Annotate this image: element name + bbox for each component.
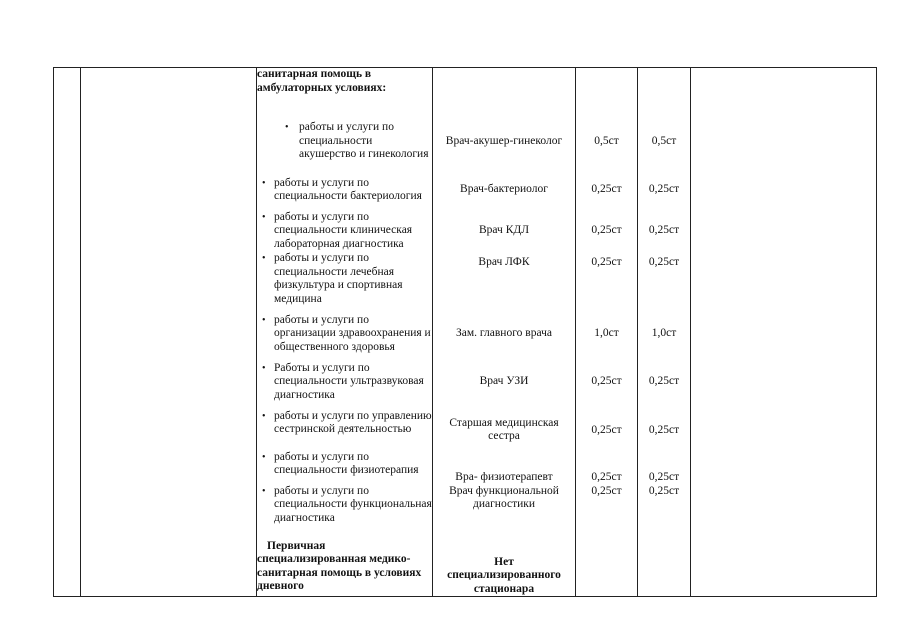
rate-cell: 0,25ст xyxy=(638,444,691,485)
position-cell: Врач-бактериолог xyxy=(433,170,576,211)
table-row xyxy=(54,444,877,485)
rate-cell: 0,25ст xyxy=(576,170,638,211)
service-cell xyxy=(257,403,433,444)
rate-cell: 0,25ст xyxy=(638,362,691,403)
rate-cell: 0,5ст xyxy=(638,114,691,170)
service-cell xyxy=(257,307,433,362)
rate-cell: 0,25ст xyxy=(638,252,691,307)
table-row xyxy=(54,211,877,252)
table-row-heading xyxy=(54,68,877,114)
section-heading xyxy=(257,540,433,597)
bullet-icon: • xyxy=(262,451,266,463)
service-text: работы и услуги по специальности бактериология xyxy=(274,176,422,202)
rate-cell: 0,25ст xyxy=(576,252,638,307)
service-cell xyxy=(257,444,433,485)
rate-cell: 0,25ст xyxy=(576,444,638,485)
rate-cell: 0,25ст xyxy=(638,211,691,252)
position-cell: Врач-акушер-гинеколог xyxy=(433,114,576,170)
table-row xyxy=(54,252,877,307)
bullet-icon: • xyxy=(285,122,289,134)
bullet-icon: • xyxy=(262,410,266,422)
service-text: работы и услуги по управлению сестринской деятельностью xyxy=(274,409,432,435)
rate-cell: 0,25ст xyxy=(576,403,638,444)
service-cell xyxy=(257,362,433,403)
rate-cell: 0,25ст xyxy=(576,485,638,540)
position-cell: Старшая медицинская сестра xyxy=(433,403,576,444)
rate-cell: 0,25ст xyxy=(576,362,638,403)
bullet-icon: • xyxy=(262,211,266,223)
bullet-icon: • xyxy=(262,253,266,264)
services-table xyxy=(53,67,877,597)
position-cell: Врач ЛФК xyxy=(433,252,576,307)
position-cell: Врач функциональной диагностики xyxy=(433,485,576,540)
service-cell xyxy=(257,114,433,170)
position-cell: Врач УЗИ xyxy=(433,362,576,403)
service-cell xyxy=(257,252,433,307)
bullet-icon: • xyxy=(262,485,266,497)
service-cell xyxy=(257,485,433,540)
service-text: работы и услуги по специальности клиническая лабораторная диагностика xyxy=(274,210,413,250)
service-text: Работы и услуги по специальности ультразвуковая диагностика xyxy=(274,361,424,401)
section-heading-line1: Первичная xyxy=(267,539,326,552)
position-cell: Вра- физиотерапевт xyxy=(433,444,576,485)
service-cell xyxy=(257,211,433,252)
section-heading-rest: специализированная медико-санитарная помощь в условиях дневного xyxy=(257,553,422,592)
bullet-icon: • xyxy=(262,177,266,189)
service-text: работы и услуги по специальности лечебная физкультура и спортивная медицина xyxy=(274,252,403,305)
service-text: работы и услуги по организации здравоохранения и общественного здоровья xyxy=(274,313,431,353)
no-stationary-note: Нет специализированного стационара xyxy=(433,540,576,597)
section-heading: санитарная помощь в амбулаторных условиях: xyxy=(257,68,433,114)
service-text: работы и услуги по специальности акушерство и гинекология xyxy=(299,121,429,161)
service-text: работы и услуги по специальности функциональная диагностика xyxy=(274,484,432,524)
table-row xyxy=(54,307,877,362)
bullet-icon: • xyxy=(262,362,266,374)
rate-cell: 0,25ст xyxy=(638,485,691,540)
rate-cell: 0,25ст xyxy=(638,403,691,444)
bullet-icon: • xyxy=(262,314,266,326)
rate-cell: 1,0ст xyxy=(638,307,691,362)
category-cell xyxy=(81,68,257,114)
number-cell xyxy=(54,68,81,114)
position-cell: Врач КДЛ xyxy=(433,211,576,252)
rate-cell: 1,0ст xyxy=(576,307,638,362)
table-row xyxy=(54,170,877,211)
table-row xyxy=(54,362,877,403)
rate-cell: 0,25ст xyxy=(576,211,638,252)
position-cell: Зам. главного врача xyxy=(433,307,576,362)
service-cell xyxy=(257,170,433,211)
table-row xyxy=(54,403,877,444)
table-row xyxy=(54,114,877,170)
table-row xyxy=(54,485,877,540)
rate-cell: 0,25ст xyxy=(638,170,691,211)
rate-cell: 0,5ст xyxy=(576,114,638,170)
table-row-section xyxy=(54,540,877,597)
service-text: работы и услуги по специальности физиотерапия xyxy=(274,450,419,476)
